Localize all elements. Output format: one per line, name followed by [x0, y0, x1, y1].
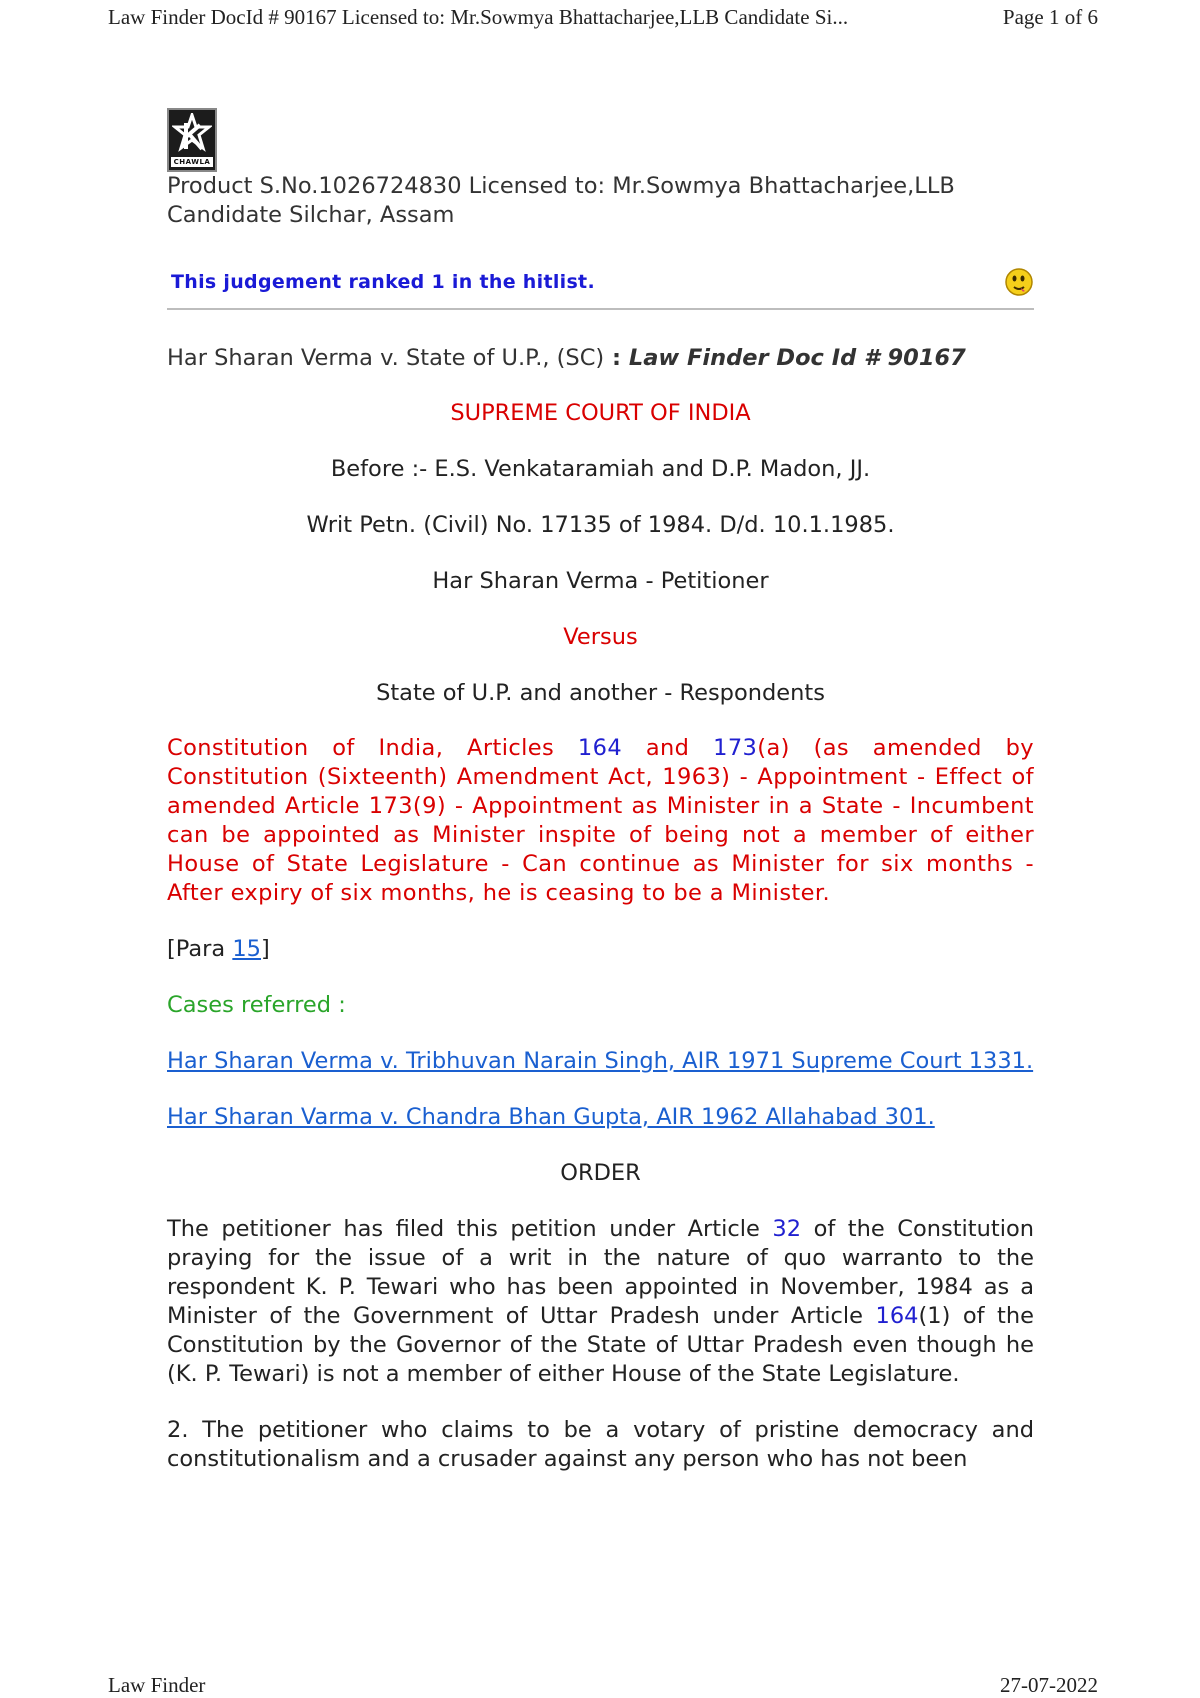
- chawla-logo-icon: [167, 108, 217, 172]
- headnote: [167, 734, 1034, 908]
- citation-parties: Har Sharan Verma v. State of U.P., (SC): [167, 345, 605, 371]
- case-list: [167, 1103, 1034, 1132]
- order-heading: ORDER: [560, 1160, 641, 1186]
- article-link-32[interactable]: 32: [772, 1216, 802, 1242]
- petition-number: Writ Petn. (Civil) No. 17135 of 1984. D/d. 10.1.1985.: [306, 512, 895, 538]
- paragraph-1: [167, 1215, 1034, 1389]
- rank-text: This judgement ranked 1 in the hitlist.: [171, 270, 595, 293]
- court-name: SUPREME COURT OF INDIA: [450, 400, 751, 426]
- para-reference: [167, 935, 1034, 964]
- smiley-icon: [1004, 267, 1034, 297]
- para-ref-suffix: ]: [260, 936, 270, 962]
- cases-referred-label: Cases referred :: [167, 992, 346, 1018]
- headnote-text: Constitution of India, Articles: [167, 735, 578, 761]
- para-text: (1) of the Constitution by the Governor of the State of Uttar Pradesh even though he (K. P. Tewari) is not a member of either House of the State Legislature.: [167, 1303, 1034, 1387]
- pdf-page-footer: [108, 1672, 1098, 1698]
- header-doc-info: Law Finder DocId # 90167 Licensed to: Mr.Sowmya Bhattacharjee,LLB Candidate Si...: [108, 4, 849, 29]
- petitioner: Har Sharan Verma - Petitioner: [432, 568, 769, 594]
- para-15-link[interactable]: 15: [232, 936, 261, 962]
- case-list: [167, 1047, 1034, 1076]
- bench: Before :- E.S. Venkataramiah and D.P. Madon, JJ.: [330, 456, 871, 482]
- document-body: [167, 108, 1034, 1474]
- case-link-1[interactable]: Har Sharan Verma v. Tribhuvan Narain Singh, AIR 1971 Supreme Court 1331.: [167, 1048, 1034, 1074]
- headnote-text: (a) (as amended by Constitution (Sixteenth) Amendment Act, 1963) - Appointment - Effect of amended Article 173(9) - Appointment as Minister in a State - Incumbent can be appointed as Minister inspite of being not a member of either House of State Legislature - Can continue as Minister for six months - After expiry of six months, he is ceasing to be a Minister.: [167, 735, 1034, 906]
- case-citation: [167, 344, 1034, 373]
- footer-brand: Law Finder: [108, 1672, 206, 1697]
- star-logo-icon: [172, 113, 212, 157]
- logo-text: CHAWLA: [171, 157, 213, 167]
- article-link-164[interactable]: 164: [875, 1303, 919, 1329]
- footer-date: 27-07-2022: [1000, 1672, 1098, 1697]
- header-page-number: Page 1 of 6: [1002, 4, 1098, 29]
- article-link-173[interactable]: 173: [713, 735, 758, 761]
- respondents: State of U.P. and another - Respondents: [376, 680, 825, 706]
- divider: [167, 308, 1034, 310]
- citation-doc-id: Law Finder Doc Id # 90167: [628, 345, 966, 371]
- pdf-page-header: [108, 2, 1098, 32]
- headnote-text: and: [622, 735, 714, 761]
- paragraph-2: 2. The petitioner who claims to be a votary of pristine democracy and constitutionalism and a crusader against any person who has not been: [167, 1417, 1034, 1472]
- rank-row: [167, 262, 1034, 302]
- para-text: of the Constitution praying for the issue of a writ in the nature of quo warranto to the respondent K. P. Tewari who has been appointed in November, 1984 as a Minister of the Government of Uttar Pradesh under Article: [167, 1216, 1034, 1329]
- para-ref-prefix: [Para: [167, 936, 233, 962]
- license-text: Product S.No.1026724830 Licensed to: Mr.Sowmya Bhattacharjee,LLB Candidate Silchar, Assam: [167, 173, 955, 228]
- case-link-2[interactable]: Har Sharan Varma v. Chandra Bhan Gupta, AIR 1962 Allahabad 301.: [167, 1104, 935, 1130]
- versus: Versus: [563, 624, 638, 650]
- article-link-164[interactable]: 164: [577, 735, 623, 761]
- citation-separator: :: [604, 345, 629, 371]
- para-text: The petitioner has filed this petition under Article: [167, 1216, 773, 1242]
